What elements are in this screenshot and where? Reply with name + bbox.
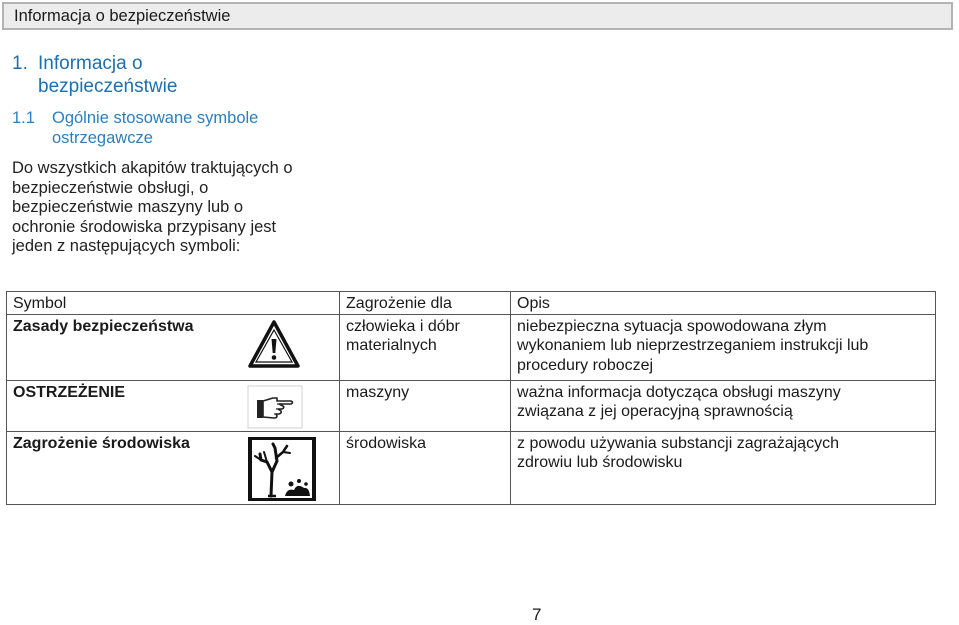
row-name: Zagrożenie środowiska <box>7 431 247 504</box>
header-symbol: Symbol <box>7 292 340 315</box>
row-description <box>511 380 936 431</box>
row-description <box>511 314 936 380</box>
pointing-hand-icon <box>247 385 303 429</box>
description-line: procedury roboczej <box>517 356 654 374</box>
description-line: z powodu używania substancji zagrażających <box>517 434 839 452</box>
header-hazard: Zagrożenie dla <box>340 292 511 315</box>
hazard-line: materialnych <box>346 337 437 354</box>
row-hazard <box>340 314 511 380</box>
table-row <box>7 380 936 431</box>
row-hazard <box>340 380 511 431</box>
intro-line: Do wszystkich akapitów traktujących o <box>12 159 293 177</box>
intro-paragraph <box>12 159 312 257</box>
header-description: Opis <box>511 292 936 315</box>
description-line: wykonaniem lub nieprzestrzeganiem instrukcji lub <box>517 337 869 354</box>
row-hazard <box>340 431 511 504</box>
description-line: zdrowiu lub środowisku <box>517 454 683 471</box>
section-title-line1: Informacja o <box>38 53 143 74</box>
description-line: ważna informacja dotycząca obsługi maszyny <box>517 383 841 401</box>
hazard-line: maszyny <box>346 383 410 401</box>
description-line: związana z jej operacyjną sprawnością <box>517 403 793 420</box>
row-description <box>511 431 936 504</box>
section-number: 1. <box>12 53 28 74</box>
hazard-line: człowieka i dóbr <box>346 317 460 335</box>
subsection-heading <box>12 109 258 148</box>
section-heading <box>12 52 177 98</box>
row-name: Zasady bezpieczeństwa <box>7 314 247 380</box>
intro-line: bezpieczeństwie obsługi, o <box>12 178 209 197</box>
table-header-row <box>7 292 936 315</box>
header-bar <box>2 2 953 30</box>
intro-line: ochronie środowiska przypisany jest <box>12 217 277 236</box>
row-name: OSTRZEŻENIE <box>7 380 247 431</box>
table-row <box>7 314 936 380</box>
section-title-line2: bezpieczeństwie <box>38 76 178 97</box>
row-icon-cell <box>247 431 340 504</box>
hazard-line: środowiska <box>346 434 427 452</box>
table-row <box>7 431 936 504</box>
row-icon-cell <box>247 314 340 380</box>
dead-tree-icon <box>247 436 317 502</box>
symbols-table <box>6 291 936 505</box>
intro-line: jeden z następujących symboli: <box>12 237 241 255</box>
description-line: niebezpieczna sytuacja spowodowana złym <box>517 317 827 335</box>
row-icon-cell <box>247 380 340 431</box>
header-title: Informacja o bezpieczeństwie <box>14 7 231 25</box>
subsection-title-line2: ostrzegawcze <box>52 128 153 147</box>
subsection-number: 1.1 <box>12 109 35 127</box>
intro-line: bezpieczeństwie maszyny lub o <box>12 198 244 216</box>
subsection-title-line1: Ogólnie stosowane symbole <box>52 109 259 127</box>
page-number: 7 <box>532 605 542 624</box>
warning-triangle-icon <box>247 319 301 369</box>
